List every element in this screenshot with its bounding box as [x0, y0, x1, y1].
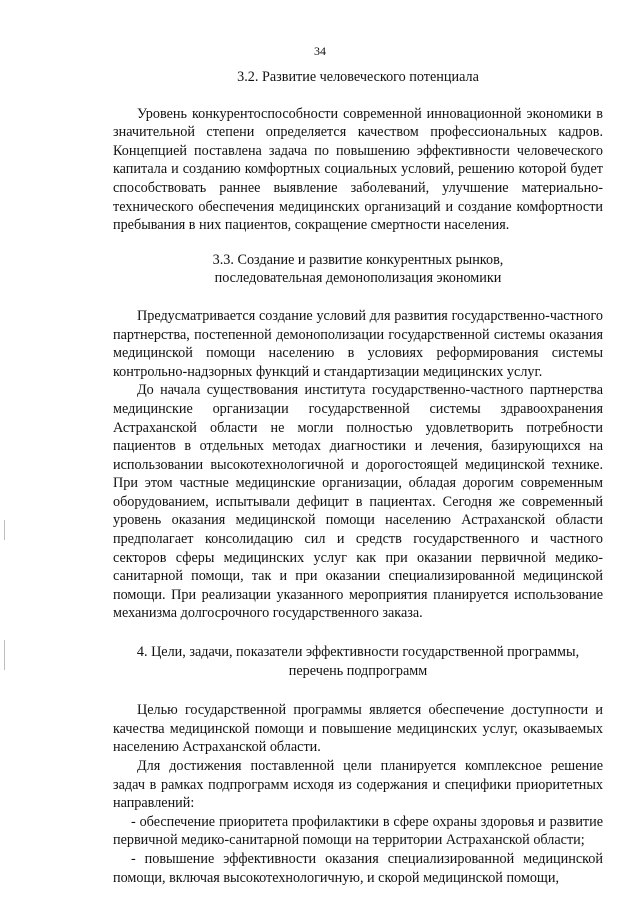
section-heading-3-3 — [113, 251, 603, 288]
heading-line: 4. Цели, задачи, показатели эффективности государственной программы, — [136, 644, 580, 661]
paragraph: Уровень конкурентоспособности современной инновационной экономики в значительной степени определяется качеством профессиональных кадров. Концепцией поставлена задача по повышению эффективности человеческого капитала и созданию комфортных социальных условий, решению которой будет способствовать раннее выявление заболеваний, улучшение материально-технического обеспечения медицинских организаций и создание комфортности пребывания в них пациентов, сокращение смертности населения. — [113, 105, 603, 234]
heading-line: перечень подпрограмм — [288, 662, 428, 679]
paragraph: Предусматривается создание условий для развития государственно-частного партнерства, постепенной демонополизации государственной системы оказания медицинской помощи населению в условиях реформирования системы контрольно-надзорных функций и стандартизации медицинских услуг. — [113, 307, 603, 380]
section-heading-3-2 — [113, 68, 603, 87]
heading-line: 3.2. Развитие человеческого потенциала — [237, 69, 479, 85]
left-margin-mark-bottom — [4, 640, 5, 670]
list-item: - обеспечение приоритета профилактики в сфере охраны здоровья и развитие первичной медико-санитарной помощи на территории Астраханской области; — [113, 813, 603, 849]
section-heading-4 — [113, 643, 603, 680]
document-body — [113, 62, 603, 887]
heading-line: последовательная демонополизация экономики — [214, 270, 502, 287]
heading-line: 3.3. Создание и развитие конкурентных рынков, — [212, 251, 504, 268]
list-item: - повышение эффективности оказания специализированной медицинской помощи, включая высокотехнологичную, и скорой медицинской помощи, — [113, 850, 603, 886]
page-number: 34 — [314, 44, 326, 58]
paragraph: Для достижения поставленной цели планируется комплексное решение задач в рамках подпрограмм исходя из содержания и специфики приоритетных направлений: — [113, 758, 603, 812]
paragraph: Целью государственной программы является обеспечение доступности и качества медицинской помощи и повышение медицинских услуг, оказываемых населению Астраханской области. — [113, 702, 603, 756]
left-margin-mark-top — [4, 520, 5, 540]
paragraph: До начала существования института государственно-частного партнерства медицинские организации государственной системы здравоохранения Астраханской области не могли полностью удовлетворить потребности пациентов в отдельных методах диагностики и лечения, базирующихся на использовании высокотехнологичной и дорогостоящей медицинской технике. При этом частные медицинские организации, обладая дорогим современным оборудованием, испытывали дефицит в пациентах. Сегодня же современный уровень оказания медицинской помощи населению Астраханской области предполагает консолидацию сил и средств государственного и частного секторов сферы медицинских услуг как при оказании первичной медико-санитарной помощи, так и при оказании специализированной медицинской помощи. При реализации указанного мероприятия планируется использование механизма долгосрочного государственного заказа. — [113, 382, 603, 622]
